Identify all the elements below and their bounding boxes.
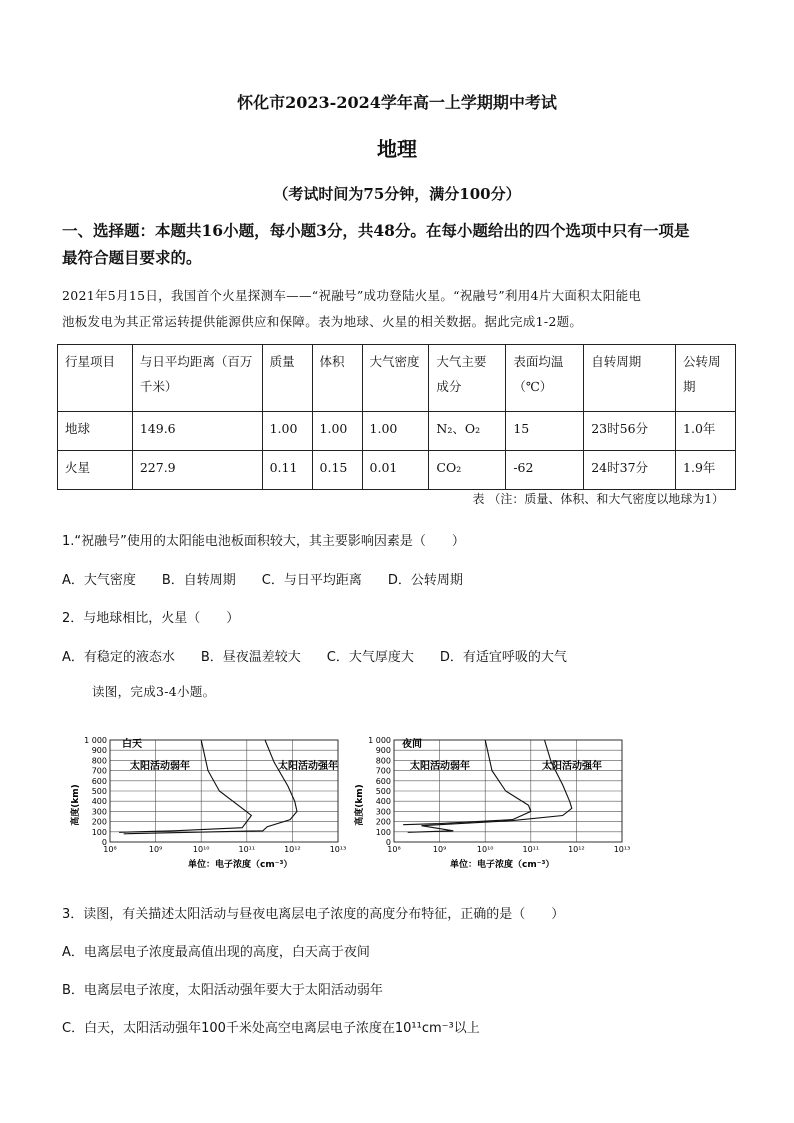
table-header-cell: 与日平均距离（百万千米）: [132, 345, 262, 412]
table-cell: 火星: [58, 451, 133, 490]
y-tick-label: 700: [91, 766, 107, 776]
y-axis-label: 高度(km): [71, 784, 81, 826]
question-1-stem: 1.“祝融号”使用的太阳能电池板面积较大，其主要影响因素是（ ）: [62, 534, 465, 549]
x-axis-unit: 单位：电子浓度（cm⁻³）: [188, 860, 293, 870]
x-tick-label: 10¹²: [568, 845, 585, 854]
x-tick-label: 10¹⁰: [476, 845, 494, 854]
x-tick-label: 10⁸: [387, 845, 401, 854]
table-cell: 0.11: [262, 451, 312, 490]
legend-strong-year: 太阳活动强年: [278, 761, 338, 772]
y-tick-label: 900: [91, 746, 107, 756]
table-cell: 0.15: [312, 451, 362, 490]
table-header-cell: 自转周期: [584, 345, 676, 412]
legend-weak-year: 太阳活动弱年: [130, 761, 190, 772]
series-line-strong-year: [124, 740, 297, 834]
table-cell: 1.00: [312, 412, 362, 451]
night-electron-density-chart: [352, 730, 642, 870]
table-cell: 1.9年: [676, 451, 736, 490]
table-cell: 149.6: [132, 412, 262, 451]
question-3-option-c: C．白天，太阳活动强年100千米处高空电离层电子浓度在10¹¹cm⁻³以上: [62, 1021, 480, 1036]
y-tick-label: 0: [385, 838, 391, 847]
exam-info: （考试时间为75分钟，满分100分）: [273, 185, 521, 203]
table-header-cell: 大气主要成分: [429, 345, 506, 412]
y-tick-label: 200: [375, 817, 391, 827]
table-header-cell: 表面均温（℃）: [506, 345, 584, 412]
question-2-options: A．有稳定的液态水 B．昼夜温差较大 C．大气厚度大 D．有适宜呼吸的大气: [62, 650, 567, 665]
section-heading-line1: 一、选择题：本题共16小题，每小题3分，共48分。在每小题给出的四个选项中只有一项是: [62, 221, 690, 240]
table-cell: CO₂: [429, 451, 506, 490]
y-tick-label: 1 000: [84, 736, 107, 745]
y-tick-label: 400: [91, 797, 107, 807]
table-cell: 1.0年: [676, 412, 736, 451]
planet-data-table: [57, 344, 736, 490]
question-3-option-b: B．电离层电子浓度，太阳活动强年要大于太阳活动弱年: [62, 983, 383, 998]
x-axis-unit: 单位：电子浓度（cm⁻³）: [450, 860, 555, 870]
y-axis-label: 高度(km): [355, 784, 365, 826]
x-tick-label: 10¹¹: [238, 845, 256, 854]
table-row: [58, 451, 736, 490]
read-instruction: 读图，完成3-4小题。: [92, 684, 216, 699]
y-tick-label: 600: [91, 776, 107, 786]
y-tick-label: 1 000: [368, 736, 391, 745]
y-tick-label: 900: [375, 746, 391, 756]
x-tick-label: 10¹¹: [522, 845, 540, 854]
chart-label-night: 夜间: [402, 739, 422, 750]
x-tick-label: 10⁸: [103, 845, 117, 854]
y-tick-label: 500: [375, 787, 391, 796]
x-tick-label: 10¹³: [613, 845, 631, 854]
question-2-stem: 2．与地球相比，火星（ ）: [62, 611, 240, 626]
x-tick-label: 10¹³: [329, 845, 347, 854]
table-cell: 0.01: [362, 451, 429, 490]
table-header-cell: 行星项目: [58, 345, 133, 412]
y-tick-label: 400: [375, 797, 391, 807]
day-electron-density-chart: [68, 730, 358, 870]
y-tick-label: 0: [101, 838, 107, 847]
x-tick-label: 10⁹: [148, 845, 163, 854]
y-tick-label: 800: [375, 756, 391, 766]
intro-line1: 2021年5月15日，我国首个火星探测车——“祝融号”成功登陆火星。“祝融号”利用4片大面积太阳能电: [62, 288, 642, 303]
x-tick-label: 10⁹: [432, 845, 447, 854]
y-tick-label: 700: [375, 766, 391, 776]
x-tick-label: 10¹²: [284, 845, 301, 854]
series-line-weak-year: [403, 740, 531, 825]
table-cell: 1.00: [362, 412, 429, 451]
y-tick-label: 500: [91, 787, 107, 796]
y-tick-label: 200: [91, 817, 107, 827]
table-cell: -62: [506, 451, 584, 490]
table-cell: 227.9: [132, 451, 262, 490]
legend-strong-year: 太阳活动强年: [542, 761, 602, 772]
table-row: [58, 412, 736, 451]
table-header-cell: 体积: [312, 345, 362, 412]
y-tick-label: 800: [91, 756, 107, 766]
section-heading-line2: 最符合题目要求的。: [62, 248, 202, 267]
table-header-cell: 公转周期: [676, 345, 736, 412]
table-cell: 23时56分: [584, 412, 676, 451]
intro-line2: 池板发电为其正常运转提供能源供应和保障。表为地球、火星的相关数据。据此完成1-2题。: [62, 314, 583, 329]
question-3-stem: 3．读图，有关描述太阳活动与昼夜电离层电子浓度的高度分布特征，正确的是（ ）: [62, 907, 565, 922]
question-1-options: A．大气密度 B．自转周期 C．与日平均距离 D．公转周期: [62, 573, 463, 588]
y-tick-label: 100: [375, 827, 391, 837]
table-cell: 1.00: [262, 412, 312, 451]
table-cell: 地球: [58, 412, 133, 451]
y-tick-label: 300: [91, 807, 107, 817]
legend-weak-year: 太阳活动弱年: [410, 761, 470, 772]
table-header-cell: 质量: [262, 345, 312, 412]
table-note: 表 （注：质量、体积、和大气密度以地球为1）: [472, 492, 724, 506]
exam-title: 怀化市2023-2024学年高一上学期期中考试: [237, 93, 557, 112]
series-line-weak-year: [119, 740, 251, 832]
x-tick-label: 10¹⁰: [192, 845, 210, 854]
question-3-option-a: A．电离层电子浓度最高值出现的高度，白天高于夜间: [62, 945, 370, 960]
table-cell: 24时37分: [584, 451, 676, 490]
table-cell: 15: [506, 412, 584, 451]
series-line-strong-year: [408, 740, 572, 832]
chart-label-day: 白天: [122, 739, 142, 750]
y-tick-label: 300: [375, 807, 391, 817]
y-tick-label: 100: [91, 827, 107, 837]
y-tick-label: 600: [375, 776, 391, 786]
table-header-row: [58, 345, 736, 412]
table-cell: N₂、O₂: [429, 412, 506, 451]
table-header-cell: 大气密度: [362, 345, 429, 412]
subject-title: 地理: [377, 137, 417, 161]
